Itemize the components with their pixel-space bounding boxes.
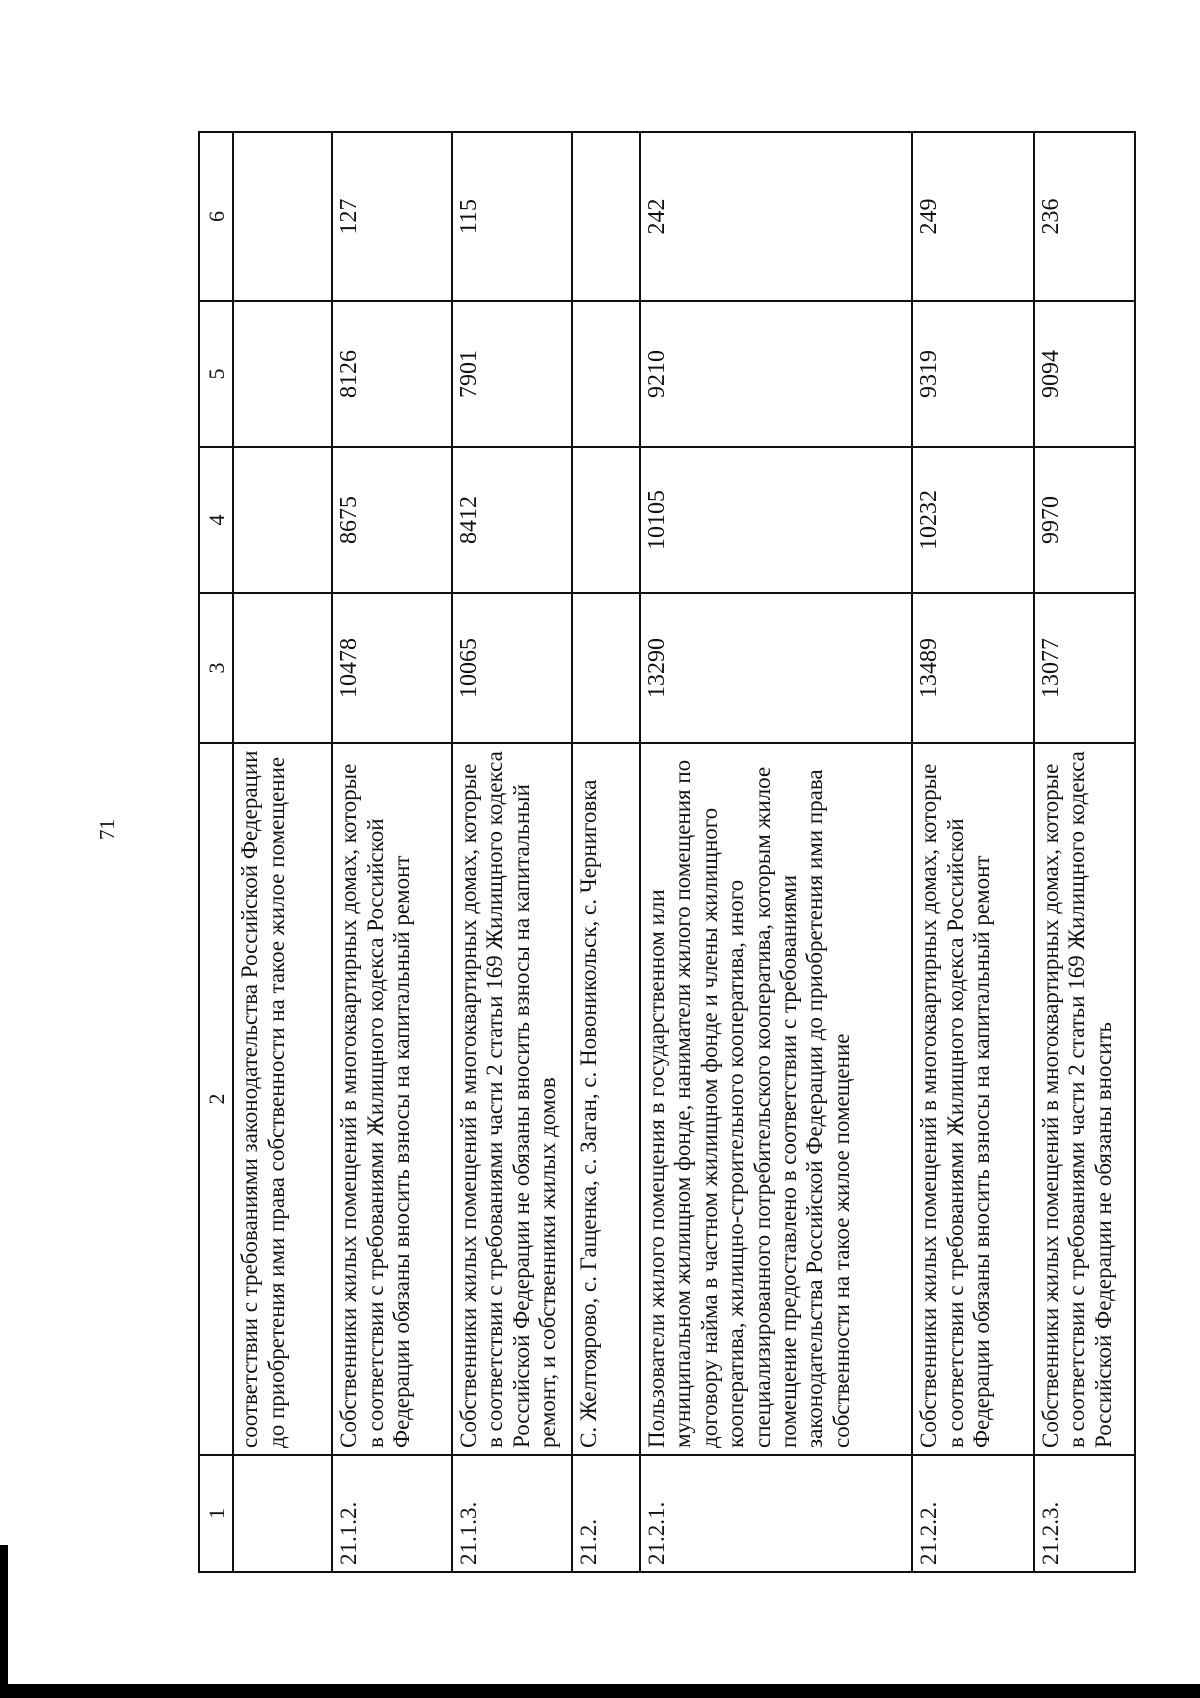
- row-value-col5: 9210: [640, 301, 912, 447]
- row-description: Собственники жилых помещений в многоквартирных домах, которые в соответствии с требованиями Жилищного кодекса Российской Федерации обязаны вносить взносы на капитальный ремонт: [332, 743, 452, 1455]
- row-value-col4: [572, 447, 640, 593]
- row-number: 21.2.3.: [1034, 1455, 1135, 1572]
- row-value-col3: 13077: [1034, 593, 1135, 743]
- row-value-col6: 236: [1034, 132, 1135, 301]
- row-value-col5: 7901: [452, 301, 572, 447]
- scan-edge-left: [0, 1545, 8, 1698]
- scan-edge-bottom: [0, 1684, 1200, 1698]
- header-cell: 5: [199, 301, 233, 447]
- row-value-col3: [572, 593, 640, 743]
- table-row: [572, 132, 640, 1572]
- table-row: [233, 132, 332, 1572]
- row-value-col4: [233, 447, 332, 593]
- row-value-col4: 8675: [332, 447, 452, 593]
- row-value-col4: 10105: [640, 447, 912, 593]
- row-value-col5: [572, 301, 640, 447]
- row-value-col6: [572, 132, 640, 301]
- row-number: 21.1.2.: [332, 1455, 452, 1572]
- table-row: [640, 132, 912, 1572]
- row-number: 21.2.: [572, 1455, 640, 1572]
- header-cell: 1: [199, 1455, 233, 1572]
- row-value-col6: 242: [640, 132, 912, 301]
- table-row: [1034, 132, 1135, 1572]
- row-description: соответствии с требованиями законодательства Российской Федерации до приобретения ими права собственности на такое жилое помещение: [233, 743, 332, 1455]
- row-value-col3: 13489: [912, 593, 1034, 743]
- row-value-col5: 9319: [912, 301, 1034, 447]
- row-value-col3: 13290: [640, 593, 912, 743]
- page-number: 71: [95, 819, 119, 840]
- row-value-col3: [233, 593, 332, 743]
- row-value-col5: 8126: [332, 301, 452, 447]
- row-description: Пользователи жилого помещения в государственном или муниципальном жилищном фонде, наниматели жилого помещения по договору найма в частном жилищном фонде и члены жилищного кооператива, жилищно-строительного кооператива, иного специализированного потребительского кооператива, которым жилое помещение предоставлено в соответствии с требованиями законодательства Российской Федерации до приобретения ими права собственности на такое жилое помещение: [640, 743, 912, 1455]
- row-value-col4: 8412: [452, 447, 572, 593]
- row-description: С. Желтоярово, с. Гащенка, с. Заган, с. Новоникольск, с. Черниговка: [572, 743, 640, 1455]
- row-value-col6: 115: [452, 132, 572, 301]
- row-value-col4: 10232: [912, 447, 1034, 593]
- row-value-col5: 9094: [1034, 301, 1135, 447]
- tariff-table: [198, 131, 1136, 1573]
- row-description: Собственники жилых помещений в многоквартирных домах, которые в соответствии с требованиями части 2 статьи 169 Жилищного кодекса Российской Федерации не обязаны вносить взносы на капитальный ремонт, и собственники жилых домов: [452, 743, 572, 1455]
- row-value-col6: 127: [332, 132, 452, 301]
- row-value-col6: [233, 132, 332, 301]
- table-row: [332, 132, 452, 1572]
- header-cell: 6: [199, 132, 233, 301]
- header-cell: 3: [199, 593, 233, 743]
- table-row: [912, 132, 1034, 1572]
- row-value-col5: [233, 301, 332, 447]
- row-number: 21.1.3.: [452, 1455, 572, 1572]
- row-value-col6: 249: [912, 132, 1034, 301]
- row-number: [233, 1455, 332, 1572]
- header-cell: 4: [199, 447, 233, 593]
- header-cell: 2: [199, 743, 233, 1455]
- row-number: 21.2.1.: [640, 1455, 912, 1572]
- row-value-col3: 10478: [332, 593, 452, 743]
- row-description: Собственники жилых помещений в многоквартирных домах, которые в соответствии с требованиями части 2 статьи 169 Жилищного кодекса Российской Федерации не обязаны вносить: [1034, 743, 1135, 1455]
- row-number: 21.2.2.: [912, 1455, 1034, 1572]
- row-value-col3: 10065: [452, 593, 572, 743]
- rotated-page: [198, 133, 1148, 1573]
- table-header-row: [199, 132, 233, 1572]
- row-value-col4: 9970: [1034, 447, 1135, 593]
- table-row: [452, 132, 572, 1572]
- row-description: Собственники жилых помещений в многоквартирных домах, которые в соответствии с требованиями Жилищного кодекса Российской Федерации обязаны вносить взносы на капитальный ремонт: [912, 743, 1034, 1455]
